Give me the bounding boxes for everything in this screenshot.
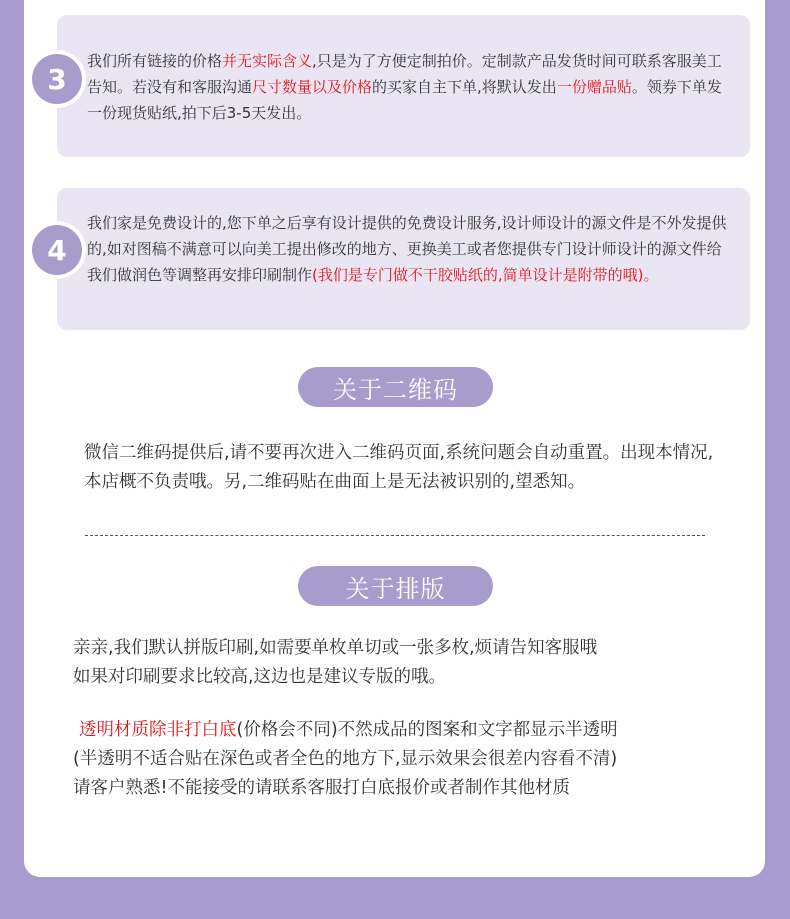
layout-paragraph-1 [73,634,753,692]
notice-3-text-part: 。领券下单发一份现货贴纸,拍下后3-5天发出。 [87,78,722,122]
transparent-warning: 透明材质除非打白底 [79,720,237,740]
divider [85,535,705,536]
layout-line: 亲亲,我们默认拼版印刷,如需要单枚单切或一张多枚,烦请告知客服哦 [73,638,598,658]
step-badge-4: 4 [32,225,82,275]
notice-4-text-part: 我们家是免费设计的,您下单之后享有设计提供的免费设计服务,设计师设计的源文件是不外发提供的,如对图稿不满意可以向美工提出修改的地方、更换美工或者您提供专门设计师设计的源文件给我们做润色等调整再安排印刷制作 [87,214,727,284]
layout-line: (价格会不同)不然成品的图案和文字都显示半透明 [236,720,618,740]
notice-3-highlight: 并无实际含义 [222,52,313,70]
notice-3-highlight: 一份赠品贴 [556,78,632,96]
notice-4-text [87,210,732,288]
step-badge-3: 3 [32,54,82,104]
notice-3-text [87,48,732,126]
notice-3-text-part: ,只是为了方便定制拍价。定制款产品发货时间可联系客服美工告知。若没有和客服沟通 [87,52,722,96]
section-title-layout: 关于排版 [298,566,493,606]
section-title-qr: 关于二维码 [298,367,493,407]
layout-line: 如果对印刷要求比较高,这边也是建议专版的哦。 [73,667,447,687]
notice-3-highlight: 尺寸数量以及价格 [252,78,373,96]
notice-box-4 [57,188,750,330]
notice-3-text-part: 的买家自主下单,将默认发出 [372,78,557,96]
layout-line: (半透明不适合贴在深色或者全色的地方下,显示效果会很差内容看不清) [73,749,618,769]
notice-3-text-part: 我们所有链接的价格 [87,52,223,70]
qr-paragraph: 微信二维码提供后,请不要再次进入二维码页面,系统问题会自动重置。出现本情况,本店概不负责哦。另,二维码贴在曲面上是无法被识别的,望悉知。 [84,443,714,492]
notice-4-highlight: (我们是专门做不干胶贴纸的,简单设计是附带的哦)。 [312,266,659,284]
layout-line: 请客户熟悉!不能接受的请联系客服打白底报价或者制作其他材质 [73,778,571,798]
notice-box-3 [57,15,750,157]
layout-paragraph-2 [73,716,753,803]
